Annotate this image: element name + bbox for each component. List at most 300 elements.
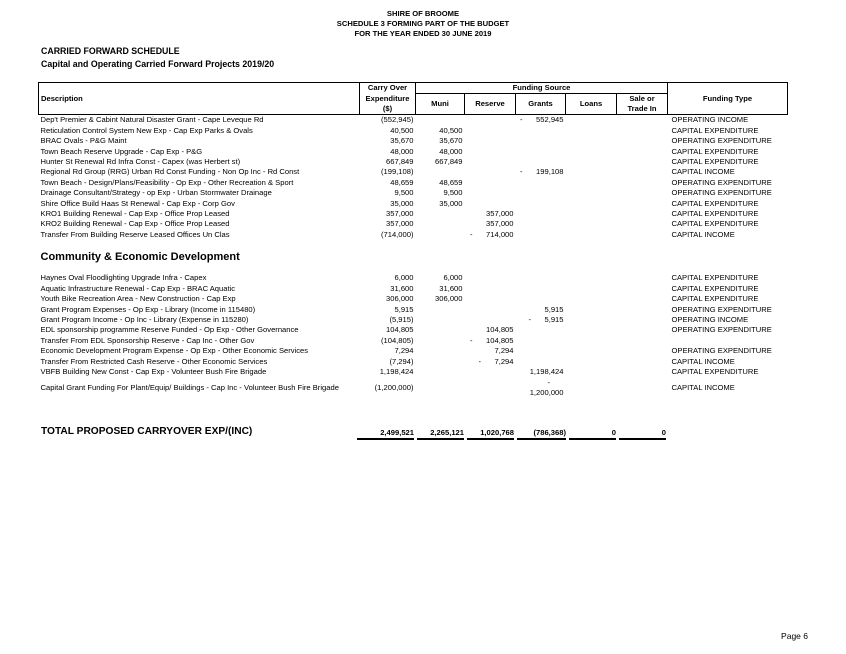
row-description — [39, 346, 360, 356]
row-description-text: Hunter St Renewal Rd Infra Const - Capex (was Herbert st) — [40, 157, 241, 167]
row-funding-type-text: OPERATING INCOME — [671, 115, 749, 125]
row-reserve-text: 357,000 — [486, 209, 514, 219]
row-funding-type-text: OPERATING EXPENDITURE — [671, 325, 772, 335]
row-description-text: Regional Rd Group (RRG) Urban Rd Const Funding - Non Op Inc - Rd Const — [40, 167, 300, 177]
row-sale — [617, 167, 668, 177]
row-sale — [617, 219, 668, 229]
row-description — [39, 325, 360, 335]
total-muni: 2,265,121 — [417, 428, 464, 440]
row-loans — [566, 115, 617, 126]
row-grants — [516, 305, 566, 315]
row-reserve — [465, 199, 516, 209]
dash-marker: - — [528, 314, 532, 324]
row-sale — [617, 188, 668, 198]
row-carry-over — [360, 230, 416, 240]
row-description — [39, 115, 360, 126]
row-grants — [516, 136, 566, 146]
row-reserve — [465, 209, 516, 219]
row-carry-over-text: (714,000) — [380, 229, 414, 239]
row-reserve — [465, 126, 516, 136]
row-description — [39, 209, 360, 219]
row-carry-over — [360, 336, 416, 346]
row-carry-over — [360, 346, 416, 356]
total-grants: (786,368) — [517, 428, 566, 440]
row-muni — [416, 367, 465, 377]
row-carry-over — [360, 157, 416, 167]
row-reserve — [465, 157, 516, 167]
header-title: SHIRE OF BROOME — [386, 9, 460, 18]
row-grants — [516, 230, 566, 240]
col-loans: Loans — [566, 94, 617, 115]
row-description — [39, 315, 360, 325]
row-carry-over-text: (5,915) — [389, 314, 414, 324]
row-carry-over-text: (552,945) — [380, 115, 414, 125]
row-reserve — [465, 336, 516, 346]
row-description — [39, 357, 360, 367]
row-loans — [566, 367, 617, 377]
row-carry-over-text: 48,659 — [390, 177, 414, 187]
row-grants — [516, 336, 566, 346]
table-row — [39, 346, 788, 356]
row-muni-text: 48,659 — [439, 177, 463, 187]
row-carry-over-text: 35,670 — [390, 136, 414, 146]
row-sale — [617, 325, 668, 335]
dash-marker: - — [470, 229, 473, 239]
table-row — [39, 294, 788, 304]
header-schedule: SCHEDULE 3 FORMING PART OF THE BUDGET — [336, 19, 510, 28]
row-funding-type-text: CAPITAL EXPENDITURE — [671, 283, 759, 293]
row-loans — [566, 178, 617, 188]
row-description-text: KRO2 Building Renewal - Cap Exp - Office Prop Leased — [40, 219, 230, 229]
row-description-text: Town Beach - Design/Plans/Feasibility - Op Exp - Other Recreation & Sport — [40, 177, 294, 187]
table-row — [39, 115, 788, 126]
row-description-text: Reticulation Control System New Exp - Cap Exp Parks & Ovals — [40, 125, 253, 135]
row-funding-type — [668, 357, 788, 367]
row-carry-over-text: 6,000 — [394, 273, 414, 283]
row-carry-over — [360, 115, 416, 126]
table-row — [39, 188, 788, 198]
row-funding-type-text: CAPITAL EXPENDITURE — [671, 209, 759, 219]
row-muni — [416, 230, 465, 240]
row-carry-over — [360, 325, 416, 335]
row-funding-type — [668, 188, 788, 198]
total-sale: 0 — [619, 428, 666, 440]
row-grants — [516, 284, 566, 294]
row-description-text: Drainage Consultant/Strategy - op Exp - Urban Stormwater Drainage — [40, 188, 272, 198]
row-grants — [516, 157, 566, 167]
row-description — [39, 157, 360, 167]
row-carry-over-text: 9,500 — [394, 188, 414, 198]
row-loans — [566, 157, 617, 167]
row-funding-type-text: CAPITAL EXPENDITURE — [671, 294, 759, 304]
row-grants — [516, 199, 566, 209]
row-description — [39, 336, 360, 346]
row-sale — [617, 126, 668, 136]
row-carry-over-text: 357,000 — [386, 209, 414, 219]
row-loans — [566, 315, 617, 325]
row-carry-over-text: 667,849 — [386, 157, 414, 167]
row-loans — [566, 336, 617, 346]
row-funding-type — [668, 230, 788, 240]
row-funding-type-text: CAPITAL EXPENDITURE — [671, 198, 759, 208]
row-funding-type — [668, 273, 788, 283]
table-row — [39, 284, 788, 294]
row-carry-over — [360, 136, 416, 146]
row-funding-type — [668, 284, 788, 294]
row-carry-over — [360, 294, 416, 304]
row-muni — [416, 157, 465, 167]
table-row — [39, 136, 788, 146]
row-loans — [566, 357, 617, 367]
row-funding-type — [668, 199, 788, 209]
row-funding-type — [668, 126, 788, 136]
row-carry-over-text: 48,000 — [390, 146, 414, 156]
row-funding-type-text: OPERATING EXPENDITURE — [671, 177, 772, 187]
row-loans — [566, 209, 617, 219]
row-loans — [566, 346, 617, 356]
row-carry-over — [360, 167, 416, 177]
row-carry-over-text: (7,294) — [389, 356, 414, 366]
row-reserve — [465, 147, 516, 157]
row-funding-type — [668, 136, 788, 146]
row-muni — [416, 305, 465, 315]
row-sale — [617, 284, 668, 294]
row-muni — [416, 188, 465, 198]
row-muni — [416, 199, 465, 209]
row-carry-over — [360, 367, 416, 377]
row-grants — [516, 115, 566, 126]
row-funding-type-text: CAPITAL EXPENDITURE — [671, 146, 759, 156]
row-loans — [566, 167, 617, 177]
row-sale — [617, 136, 668, 146]
dash-marker: - — [470, 335, 473, 345]
header-year: FOR THE YEAR ENDED 30 JUNE 2019 — [354, 29, 492, 38]
row-funding-type — [668, 325, 788, 335]
col-grants: Grants — [516, 94, 566, 115]
row-carry-over — [360, 305, 416, 315]
row-carry-over — [360, 357, 416, 367]
row-description — [39, 219, 360, 229]
row-muni — [416, 346, 465, 356]
row-description-text: EDL sponsorship programme Reserve Funded - Op Exp - Other Governance — [40, 325, 299, 335]
row-funding-type — [668, 209, 788, 219]
row-funding-type-text: CAPITAL INCOME — [671, 229, 735, 239]
col-description: Description — [39, 83, 360, 115]
section-heading: Community & Economic Development — [40, 250, 240, 263]
row-funding-type-text: CAPITAL EXPENDITURE — [671, 366, 759, 376]
row-grants — [516, 315, 566, 325]
row-description — [39, 294, 360, 304]
row-funding-type — [668, 147, 788, 157]
schedule-subtitle: Capital and Operating Carried Forward Projects 2019/20 — [41, 59, 275, 69]
row-muni-text: 9,500 — [443, 188, 463, 198]
table-row — [39, 336, 788, 346]
row-muni — [416, 273, 465, 283]
row-sale — [617, 336, 668, 346]
page-number: Page 6 — [781, 631, 808, 641]
table-row — [39, 230, 788, 240]
row-funding-type-text: OPERATING EXPENDITURE — [671, 346, 772, 356]
table-header-row-1 — [39, 83, 788, 94]
row-loans — [566, 294, 617, 304]
row-muni — [416, 147, 465, 157]
row-reserve — [465, 219, 516, 229]
total-reserve: 1,020,768 — [467, 428, 514, 440]
row-loans — [566, 305, 617, 315]
row-grants-text: 1,200,000 — [529, 387, 564, 397]
row-loans — [566, 273, 617, 283]
table-row — [39, 273, 788, 283]
row-description-text: Grant Program Income - Op Inc - Library (Expense in 115280) — [40, 314, 249, 324]
row-loans — [566, 188, 617, 198]
dash-marker: - — [520, 115, 523, 125]
row-reserve — [465, 294, 516, 304]
row-funding-type — [668, 346, 788, 356]
row-muni-text: 40,500 — [439, 125, 463, 135]
row-carry-over — [360, 377, 416, 398]
row-reserve — [465, 230, 516, 240]
row-reserve — [465, 273, 516, 283]
row-description — [39, 305, 360, 315]
row-grants-text: 5,915 — [544, 314, 564, 324]
row-description-text: Youth Bike Recreation Area - New Construction - Cap Exp — [40, 294, 236, 304]
row-muni-text: 31,600 — [439, 283, 463, 293]
row-reserve — [465, 357, 516, 367]
row-sale — [617, 367, 668, 377]
row-sale — [617, 377, 668, 398]
row-muni — [416, 294, 465, 304]
row-loans — [566, 147, 617, 157]
row-muni-text: 35,670 — [439, 136, 463, 146]
table-row — [39, 315, 788, 325]
row-funding-type-text: CAPITAL EXPENDITURE — [671, 125, 759, 135]
row-carry-over — [360, 126, 416, 136]
row-carry-over — [360, 147, 416, 157]
row-sale — [617, 346, 668, 356]
row-muni — [416, 126, 465, 136]
row-reserve — [465, 377, 516, 398]
row-description — [39, 167, 360, 177]
row-funding-type-text: OPERATING EXPENDITURE — [671, 188, 772, 198]
row-funding-type — [668, 115, 788, 126]
row-funding-type-text: CAPITAL EXPENDITURE — [671, 157, 759, 167]
row-sale — [617, 178, 668, 188]
row-reserve — [465, 136, 516, 146]
table-row — [39, 325, 788, 335]
table-row — [39, 178, 788, 188]
row-muni — [416, 336, 465, 346]
row-description-text: Aquatic Infrastructure Renewal - Cap Exp - BRAC Aquatic — [40, 283, 236, 293]
dash-marker: - — [520, 167, 523, 177]
row-grants — [516, 346, 566, 356]
row-carry-over-text: (104,805) — [380, 335, 414, 345]
row-reserve-text: 104,805 — [486, 335, 514, 345]
row-muni — [416, 219, 465, 229]
col-funding-type: Funding Type — [668, 83, 788, 115]
row-reserve-text: 7,294 — [494, 346, 514, 356]
table-row — [39, 357, 788, 367]
row-grants — [516, 188, 566, 198]
row-loans — [566, 199, 617, 209]
row-grants — [516, 126, 566, 136]
row-description — [39, 126, 360, 136]
row-grants — [516, 167, 566, 177]
row-funding-type-text: OPERATING EXPENDITURE — [671, 136, 772, 146]
row-muni — [416, 377, 465, 398]
row-reserve — [465, 346, 516, 356]
row-funding-type — [668, 315, 788, 325]
row-muni — [416, 115, 465, 126]
row-sale — [617, 273, 668, 283]
table-row — [39, 199, 788, 209]
row-description — [39, 230, 360, 240]
dash-marker: - — [478, 356, 482, 366]
row-funding-type — [668, 219, 788, 229]
row-carry-over-text: 35,000 — [390, 198, 414, 208]
row-muni — [416, 136, 465, 146]
row-carry-over — [360, 199, 416, 209]
row-funding-type-text: CAPITAL INCOME — [671, 167, 735, 177]
row-muni — [416, 209, 465, 219]
row-description-text: Dep't Premier & Cabint Natural Disaster Grant - Cape Leveque Rd — [40, 115, 264, 125]
row-sale — [617, 305, 668, 315]
row-reserve — [465, 167, 516, 177]
row-description — [39, 284, 360, 294]
col-muni: Muni — [416, 94, 465, 115]
row-reserve-text: 7,294 — [494, 356, 514, 366]
row-loans — [566, 126, 617, 136]
row-carry-over — [360, 178, 416, 188]
row-description-text: Transfer From Building Reserve Leased Offices Un Clas — [40, 229, 230, 239]
row-grants — [516, 377, 566, 398]
row-loans — [566, 377, 617, 398]
row-funding-type-text: OPERATING EXPENDITURE — [671, 304, 772, 314]
row-description — [39, 273, 360, 283]
row-grants — [516, 147, 566, 157]
row-loans — [566, 325, 617, 335]
row-sale — [617, 147, 668, 157]
row-carry-over-text: (1,200,000) — [374, 383, 414, 393]
row-funding-type-text: OPERATING INCOME — [671, 314, 749, 324]
section-heading-row — [39, 240, 788, 273]
schedule-title: CARRIED FORWARD SCHEDULE — [41, 46, 180, 56]
table-row — [39, 305, 788, 315]
row-funding-type — [668, 178, 788, 188]
row-grants — [516, 219, 566, 229]
row-sale — [617, 199, 668, 209]
row-funding-type — [668, 367, 788, 377]
row-muni — [416, 315, 465, 325]
row-reserve — [465, 305, 516, 315]
row-reserve — [465, 188, 516, 198]
row-grants — [516, 325, 566, 335]
row-grants-text: 552,945 — [536, 115, 564, 125]
row-description — [39, 136, 360, 146]
row-muni-text: 6,000 — [443, 273, 463, 283]
row-carry-over-text: 7,294 — [394, 346, 414, 356]
row-reserve — [465, 315, 516, 325]
row-description — [39, 377, 360, 398]
row-grants-text: 5,915 — [544, 304, 564, 314]
row-description-text: BRAC Ovals - P&G Maint — [40, 136, 127, 146]
row-carry-over — [360, 209, 416, 219]
row-description — [39, 147, 360, 157]
row-reserve — [465, 284, 516, 294]
table-row — [39, 367, 788, 377]
row-muni-text: 667,849 — [435, 157, 463, 167]
row-description-text: Economic Development Program Expense - Op Exp - Other Economic Services — [40, 346, 309, 356]
row-description-text: Shire Office Build Haas St Renewal - Cap Exp - Corp Gov — [40, 198, 235, 208]
row-funding-type — [668, 305, 788, 315]
row-muni — [416, 357, 465, 367]
row-carry-over-text: (199,108) — [380, 167, 414, 177]
row-carry-over — [360, 315, 416, 325]
table-row — [39, 126, 788, 136]
row-funding-type-text: CAPITAL EXPENDITURE — [671, 219, 759, 229]
row-description-text: Transfer From Restricted Cash Reserve - Other Economic Services — [40, 356, 268, 366]
table-row — [39, 147, 788, 157]
row-muni — [416, 325, 465, 335]
row-description-text: Haynes Oval Floodlighting Upgrade Infra - Capex — [40, 273, 207, 283]
row-carry-over-text: 40,500 — [390, 125, 414, 135]
row-grants-text: 1,198,424 — [529, 366, 564, 376]
row-funding-type-text: CAPITAL INCOME — [671, 383, 735, 393]
row-funding-type — [668, 294, 788, 304]
row-carry-over-text: 31,600 — [390, 283, 414, 293]
row-grants — [516, 178, 566, 188]
row-reserve — [465, 115, 516, 126]
row-grants — [516, 273, 566, 283]
row-reserve-text: 357,000 — [486, 219, 514, 229]
row-funding-type — [668, 167, 788, 177]
col-sale-trade-in: Sale or Trade In — [617, 94, 668, 115]
col-reserve: Reserve — [465, 94, 516, 115]
row-muni — [416, 167, 465, 177]
table-row — [39, 377, 788, 398]
row-muni — [416, 284, 465, 294]
row-sale — [617, 315, 668, 325]
col-funding-source: Funding Source — [416, 83, 668, 94]
total-label: TOTAL PROPOSED CARRYOVER EXP/(INC) — [41, 426, 253, 437]
row-reserve — [465, 325, 516, 335]
row-carry-over-text: 5,915 — [394, 304, 414, 314]
row-carry-over-text: 306,000 — [386, 294, 414, 304]
row-description-text: VBFB Building New Const - Cap Exp - Volunteer Bush Fire Brigade — [40, 366, 267, 376]
row-carry-over — [360, 219, 416, 229]
row-description-text: Grant Program Expenses - Op Exp - Library (Income in 115480) — [40, 304, 256, 314]
row-grants-text: 199,108 — [536, 167, 564, 177]
row-description-text: Town Beach Reserve Upgrade - Cap Exp - P&G — [40, 146, 203, 156]
table-row — [39, 157, 788, 167]
row-reserve-text: 714,000 — [486, 229, 514, 239]
row-loans — [566, 219, 617, 229]
row-grants — [516, 209, 566, 219]
row-description — [39, 367, 360, 377]
dash-marker: - — [547, 378, 551, 388]
row-grants — [516, 294, 566, 304]
row-funding-type — [668, 157, 788, 167]
row-description-text: Capital Grant Funding For Plant/Equip/ Buildings - Cap Inc - Volunteer Bush Fire Brigade — [40, 383, 339, 393]
row-description — [39, 188, 360, 198]
row-sale — [617, 294, 668, 304]
row-description-text: KRO1 Building Renewal - Cap Exp - Office Prop Leased — [40, 209, 230, 219]
row-reserve-text: 104,805 — [486, 325, 514, 335]
row-muni-text: 35,000 — [439, 198, 463, 208]
row-sale — [617, 209, 668, 219]
row-sale — [617, 357, 668, 367]
row-sale — [617, 157, 668, 167]
row-muni — [416, 178, 465, 188]
